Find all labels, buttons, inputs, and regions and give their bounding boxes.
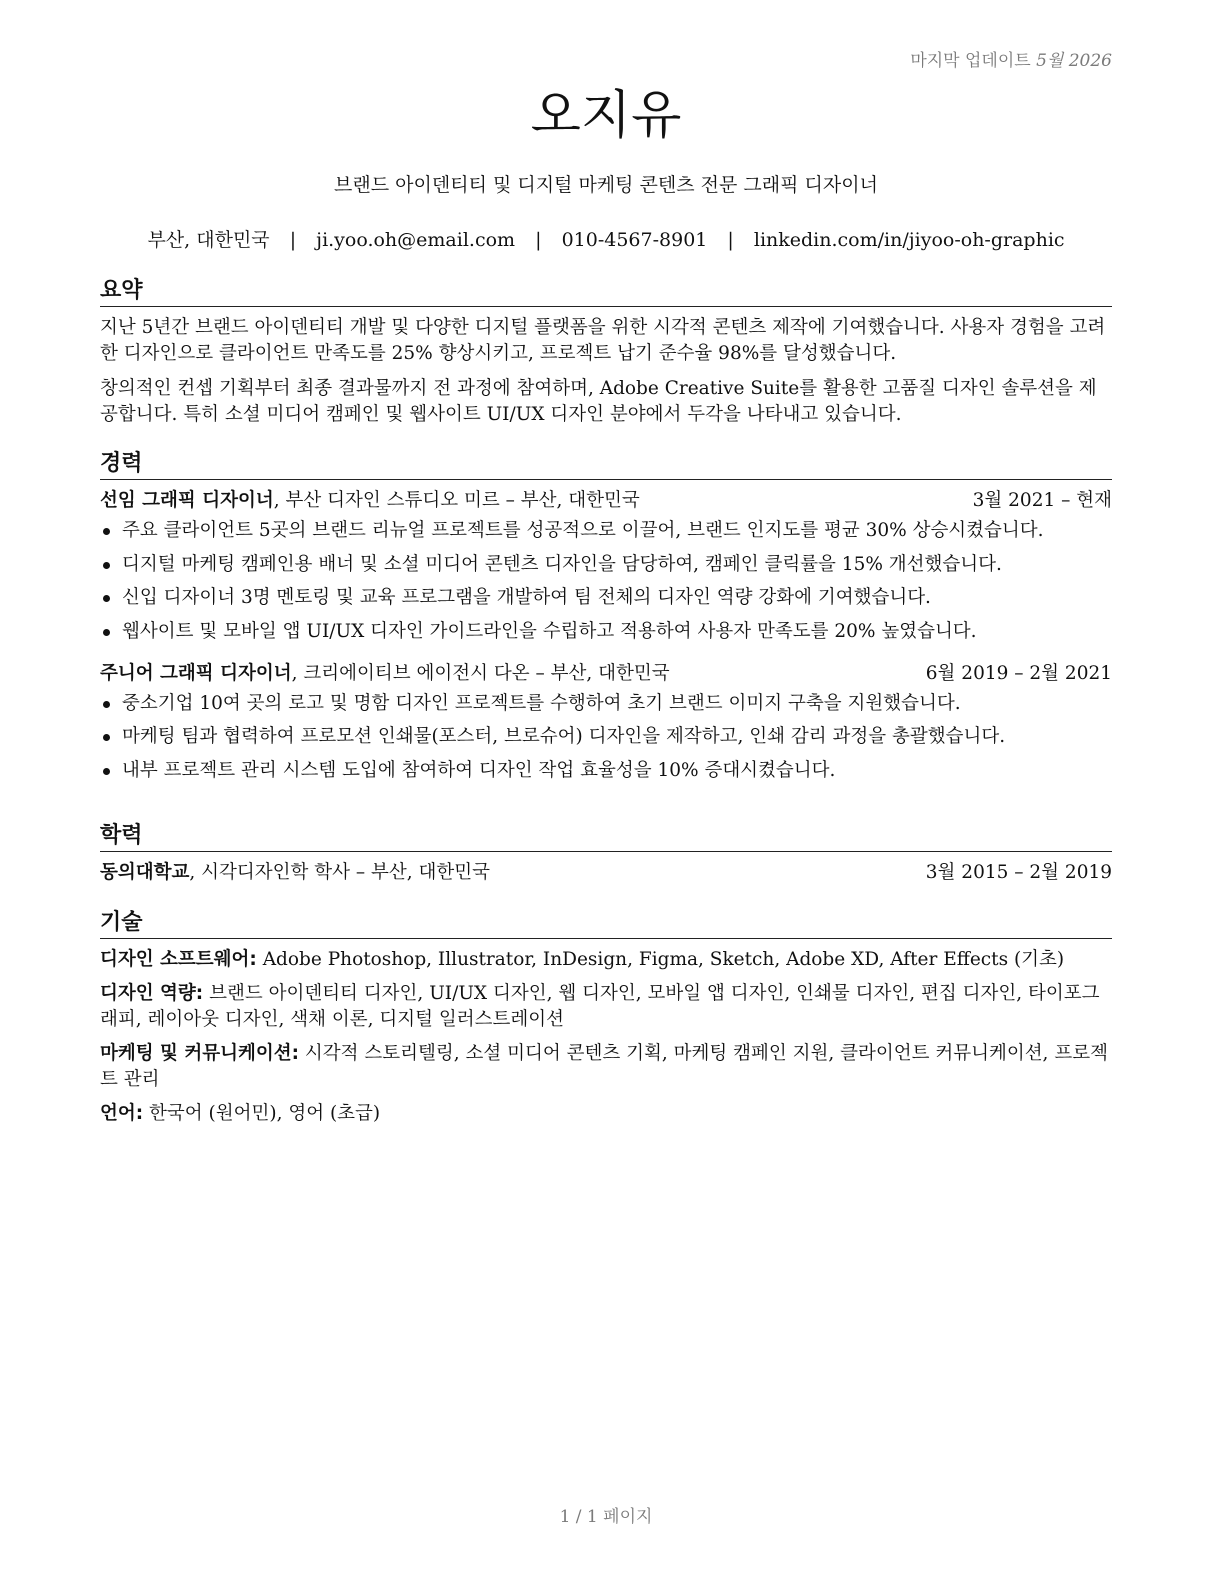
skill-label: 디자인 역량: [100,983,204,1004]
skill-row [100,981,1112,1033]
contact-separator: | [535,229,542,251]
candidate-tagline: 브랜드 아이덴티티 및 디지털 마케팅 콘텐츠 전문 그래픽 디자이너 [334,174,878,196]
job-dates: 6월 2019 – 2월 2021 [925,662,1112,684]
education-school: 동의대학교 [100,862,190,883]
skills-section [100,909,1112,1135]
job-role: 선임 그래픽 디자이너 [100,490,274,511]
job-organization: , 부산 디자인 스튜디오 미르 – 부산, 대한민국 [273,490,640,511]
contact-separator: | [727,229,734,251]
job-entry [100,488,1112,645]
job-bullet-list [100,691,1112,784]
education-entry [100,860,1112,886]
summary-paragraph: 지난 5년간 브랜드 아이덴티티 개발 및 다양한 디지털 플랫폼을 위한 시각적 콘텐츠 제작에 기여했습니다. 사용자 경험을 고려한 디자인으로 클라이언트 만족도를 25% 향상시키고, 프로젝트 납기 준수율 98%를 달성했습니다. [100,317,1106,364]
job-title-line [100,488,640,514]
section-title-experience: 경력 [100,450,1112,480]
skill-value: Adobe Photoshop, Illustrator, InDesign, Figma, Sketch, Adobe XD, After Effects (기초) [256,949,1065,970]
job-role: 주니어 그래픽 디자이너 [100,662,292,684]
job-bullet: 중소기업 10여 곳의 로고 및 명함 디자인 프로젝트를 수행하여 초기 브랜드 이미지 구축을 지원했습니다. [100,691,1112,717]
section-title-skills: 기술 [100,909,1112,939]
contact-phone: 010-4567-8901 [561,229,708,251]
job-bullet: 웹사이트 및 모바일 앱 UI/UX 디자인 가이드라인을 수립하고 적용하여 사용자 만족도를 20% 높였습니다. [100,619,1112,645]
skill-label: 디자인 소프트웨어: [100,949,257,970]
job-bullet-list [100,518,1112,645]
education-title-line [100,860,490,886]
job-bullet: 마케팅 팀과 협력하여 프로모션 인쇄물(포스터, 브로슈어) 디자인을 제작하고, 인쇄 감리 과정을 총괄했습니다. [100,724,1112,750]
section-title-summary: 요약 [100,277,1112,307]
page-indicator: 1 / 1 페이지 [559,1507,653,1527]
contact-linkedin[interactable]: linkedin.com/in/jiyoo-oh-graphic [753,229,1065,251]
job-header [100,488,1112,514]
job-title-line [100,661,670,687]
contact-line [100,225,1112,252]
summary-paragraph: 창의적인 컨셉 기획부터 최종 결과물까지 전 과정에 참여하며, Adobe Creative Suite를 활용한 고품질 디자인 솔루션을 제공합니다. 특히 소셜 미디어 캠페인 및 웹사이트 UI/UX 디자인 분야에서 두각을 나타내고 있습니다. [100,378,1097,425]
candidate-name: 오지유 [530,86,682,146]
summary-section [100,277,1112,437]
contact-email[interactable]: ji.yoo.oh@email.com [316,229,516,251]
job-bullet: 주요 클라이언트 5곳의 브랜드 리뉴얼 프로젝트를 성공적으로 이끌어, 브랜드 인지도를 평균 30% 상승시켰습니다. [100,518,1112,544]
skill-label: 마케팅 및 커뮤니케이션: [100,1043,299,1064]
skill-value: 시각적 스토리텔링, 소셜 미디어 콘텐츠 기획, 마케팅 캠페인 지원, 클라이언트 커뮤니케이션, 프로젝트 관리 [100,1043,1108,1090]
job-bullet: 디지털 마케팅 캠페인용 배너 및 소셜 미디어 콘텐츠 디자인을 담당하여, 캠페인 클릭률을 15% 개선했습니다. [100,552,1112,578]
job-organization: , 크리에이티브 에이전시 다온 – 부산, 대한민국 [291,662,670,684]
job-dates: 3월 2021 – 현재 [972,490,1112,511]
education-degree: , 시각디자인학 학사 – 부산, 대한민국 [189,862,490,883]
job-entry [100,661,1112,784]
experience-section [100,450,1112,791]
skill-value: 브랜드 아이덴티티 디자인, UI/UX 디자인, 웹 디자인, 모바일 앱 디자인, 인쇄물 디자인, 편집 디자인, 타이포그래피, 레이아웃 디자인, 색채 이론, 디지털 일러스트레이션 [100,983,1100,1030]
skill-label: 언어: [100,1103,144,1124]
contact-separator: | [289,229,297,251]
last-updated-label: 마지막 업데이트 [910,51,1031,71]
education-dates: 3월 2015 – 2월 2019 [925,862,1112,883]
job-header [100,661,1112,687]
contact-location: 부산, 대한민국 [147,229,270,251]
job-bullet: 신입 디자이너 3명 멘토링 및 교육 프로그램을 개발하여 팀 전체의 디자인 역량 강화에 기여했습니다. [100,585,1112,611]
last-updated-date: 5월 2026 [1036,51,1112,71]
last-updated [910,46,1112,71]
skill-row [100,1101,1112,1127]
skill-row [100,947,1112,973]
job-bullet: 내부 프로젝트 관리 시스템 도입에 참여하여 디자인 작업 효율성을 10% 증대시켰습니다. [100,758,1112,784]
education-section [100,822,1112,886]
skill-row [100,1041,1112,1093]
section-title-education: 학력 [100,822,1112,852]
skill-value: 한국어 (원어민), 영어 (초급) [143,1103,381,1124]
